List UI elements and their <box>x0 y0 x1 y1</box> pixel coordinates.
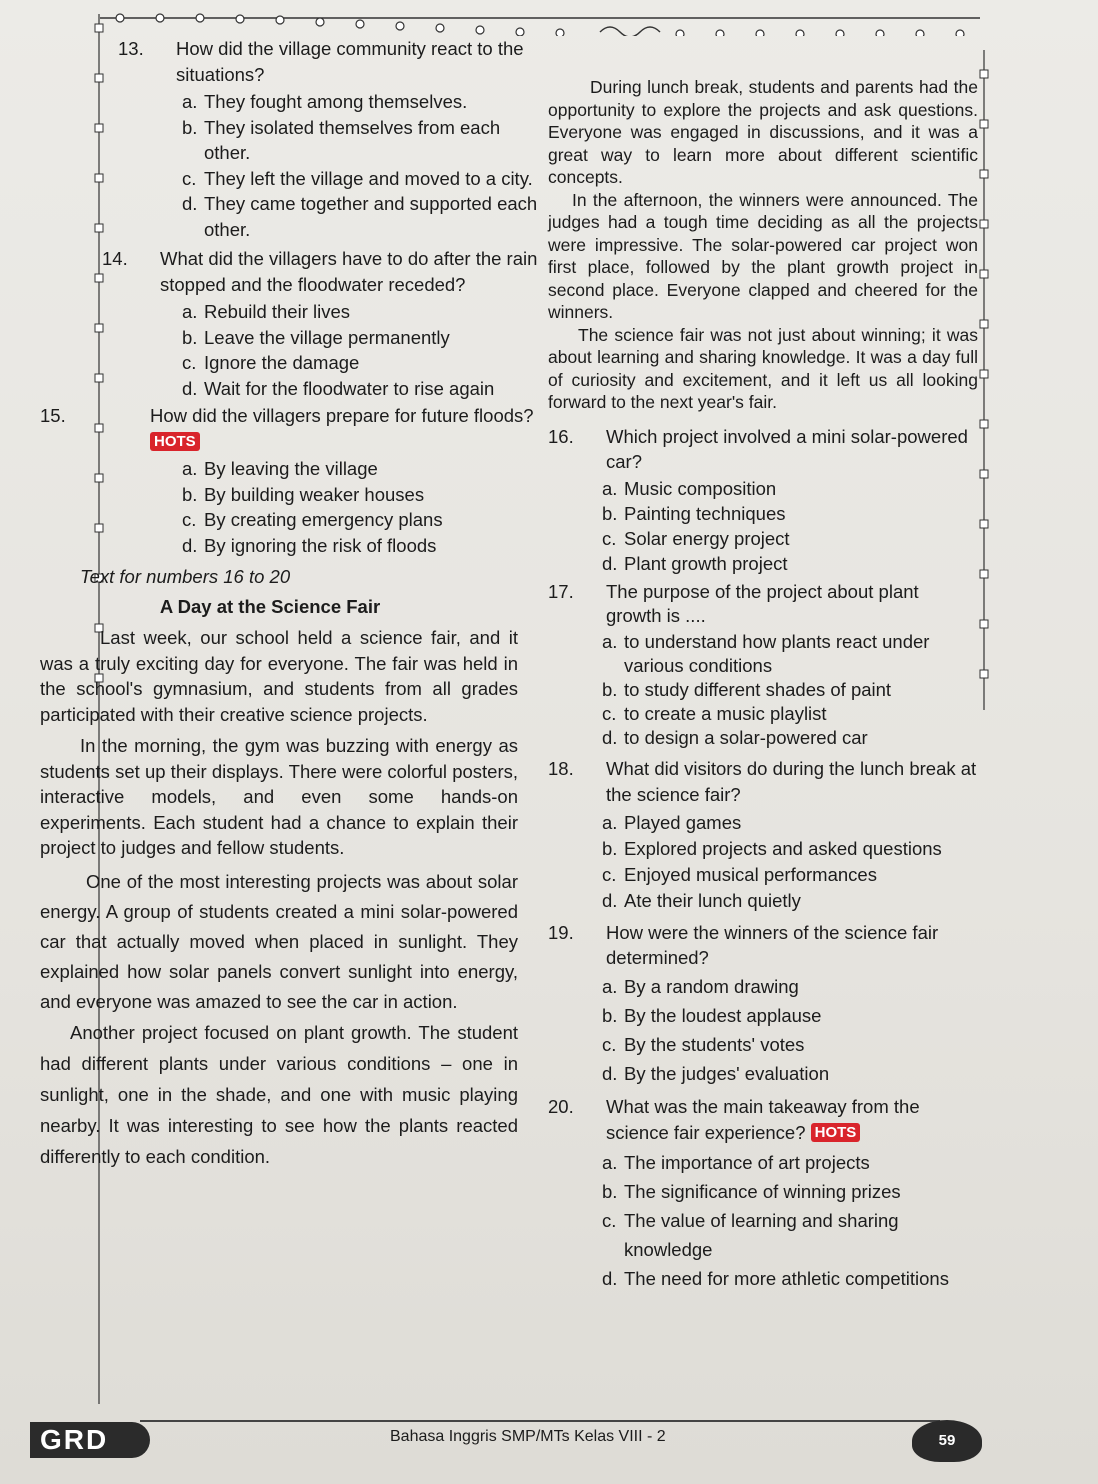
question-17 <box>548 580 978 750</box>
option-text: The need for more athletic competitions <box>624 1267 949 1289</box>
option-letter: c. <box>602 1033 617 1055</box>
option-letter: a. <box>602 975 618 997</box>
question-number: 13. <box>118 38 144 59</box>
option-letter: d. <box>182 377 198 399</box>
option-text: They isolated themselves from each other. <box>204 116 501 163</box>
hots-badge: HOTS <box>150 432 200 451</box>
question-20 <box>548 1094 978 1293</box>
option-text: Enjoyed musical performances <box>624 863 877 885</box>
page-footer <box>0 1404 1098 1464</box>
option-text: The value of learning and sharing knowledge <box>624 1209 899 1260</box>
option-text: They fought among themselves. <box>204 91 468 112</box>
decorative-top-border <box>100 6 1000 36</box>
option-letter: d. <box>602 552 618 574</box>
option-text: Ignore the damage <box>204 352 360 373</box>
option-letter: b. <box>602 837 618 859</box>
option-text: to create a music playlist <box>624 702 827 724</box>
option-letter: d. <box>602 726 618 748</box>
option-text: Rebuild their lives <box>204 301 351 322</box>
question-text: What did visitors do during the lunch break at the science fair? <box>606 757 977 805</box>
story-paragraph: The science fair was not just about winning; it was about learning and sharing knowledge. It was a day full of curiosity and excitement, and it left us all looking forward to the next year's fair. <box>548 324 978 412</box>
story-paragraph: Last week, our school held a science fair, and it was a truly exciting day for everyone. The fair was held in the school's gymnasium, and students from all grades participated with their creative science projects. <box>40 627 518 725</box>
option-text: Wait for the floodwater to rise again <box>204 377 495 399</box>
option-letter: c. <box>182 352 197 373</box>
question-text: How were the winners of the science fair determined? <box>606 921 939 968</box>
question-16 <box>548 424 978 576</box>
option-text: By the students' votes <box>624 1033 805 1055</box>
publisher-logo: GRD <box>30 1422 150 1458</box>
question-18 <box>548 756 978 914</box>
option-letter: b. <box>182 483 198 505</box>
option-text: The significance of winning prizes <box>624 1180 901 1202</box>
option-text: They left the village and moved to a city. <box>204 167 533 189</box>
option-letter: d. <box>602 889 618 911</box>
question-number: 15. <box>40 405 66 426</box>
question-text: What was the main takeaway from the science fair experience? <box>606 1095 920 1143</box>
option-letter: b. <box>182 326 198 348</box>
left-column <box>40 36 540 1172</box>
story-paragraph: One of the most interesting projects was about solar energy. A group of students created a mini solar-powered car that actually moved when placed in sunlight. They explained how solar panels convert sunlight into energy, and everyone was amazed to see the car in action. <box>40 870 518 1012</box>
option-letter: a. <box>602 630 618 652</box>
book-title: Bahasa Inggris SMP/MTs Kelas VIII - 2 <box>390 1428 666 1445</box>
option-text: Ate their lunch quietly <box>624 889 801 911</box>
option-letter: c. <box>602 1209 617 1231</box>
footer-divider <box>140 1420 940 1422</box>
story-paragraph: During lunch break, students and parents had the opportunity to explore the projects and ask questions. Everyone was engaged in discussions, and it was a great way to learn more about different scientific concepts. <box>548 77 978 187</box>
question-text: The purpose of the project about plant growth is .... <box>606 580 919 626</box>
option-text: Music composition <box>624 477 777 499</box>
question-text: Which project involved a mini solar-powered car? <box>606 425 968 472</box>
option-text: By a random drawing <box>624 975 799 997</box>
option-letter: a. <box>182 301 198 322</box>
option-text: By leaving the village <box>204 458 378 479</box>
option-text: Painting techniques <box>624 502 786 524</box>
story-paragraph: In the afternoon, the winners were announced. The judges had a tough time deciding as all the projects were impressive. The solar-powered car project won first place, followed by the plant growth project in second place. Everyone clapped and cheered for the winners. <box>548 189 978 322</box>
option-text: to study different shades of paint <box>624 678 892 700</box>
option-letter: c. <box>602 702 617 724</box>
option-letter: b. <box>602 1004 618 1026</box>
option-text: By ignoring the risk of floods <box>204 534 437 556</box>
hots-badge: HOTS <box>811 1123 861 1142</box>
option-letter: d. <box>602 1267 618 1289</box>
option-letter: d. <box>182 193 198 214</box>
option-letter: d. <box>182 534 198 556</box>
story-title: A Day at the Science Fair <box>159 595 381 617</box>
option-letter: a. <box>182 458 198 479</box>
option-letter: c. <box>602 863 617 885</box>
question-number: 16. <box>548 425 574 447</box>
option-text: Explored projects and asked questions <box>624 837 942 859</box>
option-text: By building weaker houses <box>204 483 425 505</box>
option-text: Solar energy project <box>624 527 790 549</box>
option-text: Played games <box>624 811 742 833</box>
page-number: 59 <box>912 1420 982 1462</box>
question-number: 18. <box>548 757 574 779</box>
question-number: 17. <box>548 580 574 602</box>
option-letter: c. <box>602 527 617 549</box>
question-number: 20. <box>548 1095 574 1117</box>
option-text: Leave the village permanently <box>204 326 450 348</box>
option-letter: c. <box>182 167 197 189</box>
option-letter: a. <box>602 477 618 499</box>
option-letter: b. <box>182 116 198 138</box>
story-paragraph: Another project focused on plant growth. The student had different plants under various conditions – one in sunlight, one in the shade, and one with music playing nearby. It was interesting to see how the plants reacted differently to each condition. <box>40 1021 518 1167</box>
option-text: Plant growth project <box>624 552 788 574</box>
option-text: By the loudest applause <box>624 1004 822 1026</box>
option-text: to understand how plants react under various conditions <box>624 630 930 676</box>
option-letter: b. <box>602 678 618 700</box>
option-letter: a. <box>182 91 198 112</box>
question-number: 19. <box>548 921 574 943</box>
story-paragraph: In the morning, the gym was buzzing with energy as students set up their displays. There were colorful posters, interactive models, and even some hands-on experiments. Each student had a chance to explain their project to judges and fellow students. <box>40 735 518 858</box>
option-text: to design a solar-powered car <box>624 726 868 748</box>
question-14 <box>40 246 540 401</box>
decorative-right-border <box>976 50 992 710</box>
right-column <box>548 76 978 1293</box>
option-letter: a. <box>602 811 618 833</box>
section-label: Text for numbers 16 to 20 <box>80 566 291 587</box>
option-text: By creating emergency plans <box>204 509 443 530</box>
option-letter: b. <box>602 502 618 524</box>
option-letter: a. <box>602 1151 618 1173</box>
question-text: What did the villagers have to do after the rain stopped and the floodwater receded? <box>160 248 538 295</box>
option-letter: c. <box>182 509 197 530</box>
question-13 <box>40 36 540 242</box>
option-letter: b. <box>602 1180 618 1202</box>
question-19 <box>548 920 978 1088</box>
question-text: How did the village community react to the situations? <box>176 38 524 85</box>
question-number: 14. <box>102 248 128 269</box>
option-text: The importance of art projects <box>624 1151 870 1173</box>
question-15 <box>40 403 540 558</box>
question-text: How did the villagers prepare for future floods? <box>150 405 534 426</box>
option-text: By the judges' evaluation <box>624 1062 830 1084</box>
option-letter: d. <box>602 1062 618 1084</box>
option-text: They came together and supported each other. <box>204 193 538 240</box>
